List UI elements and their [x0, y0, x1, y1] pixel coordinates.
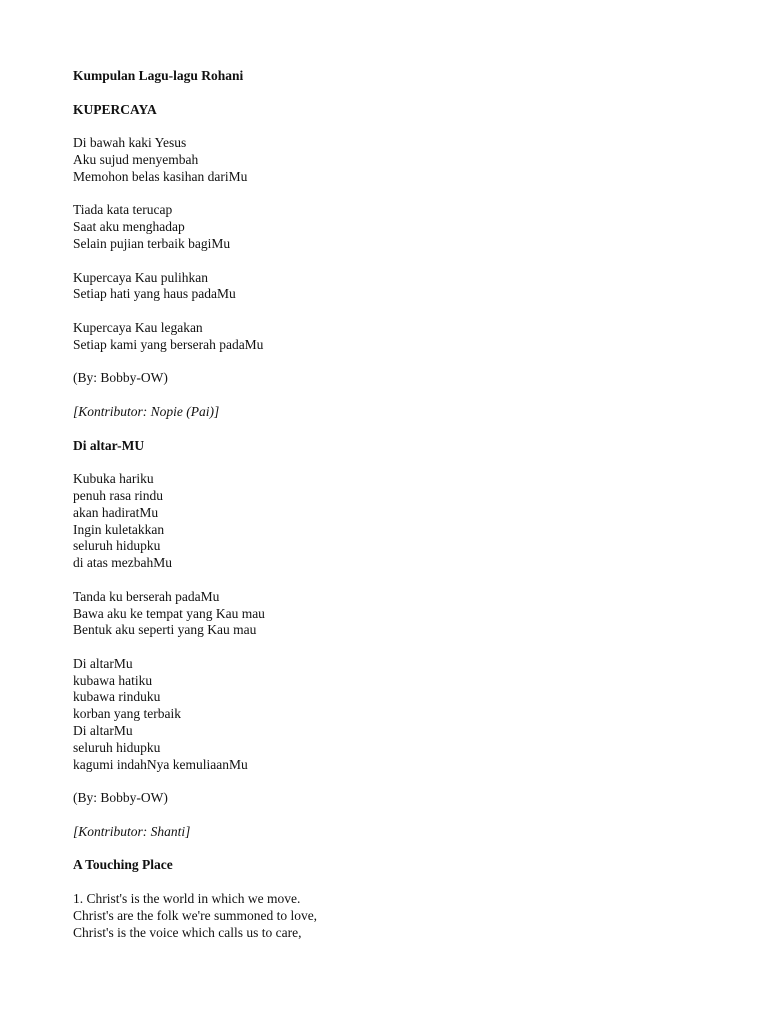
lyric-line: Setiap kami yang berserah padaMu — [73, 336, 264, 352]
stanza — [73, 589, 713, 639]
spacer — [73, 807, 713, 824]
lyric-line: Selain pujian terbaik bagiMu — [73, 235, 231, 251]
lyric-line: kubawa hatiku — [73, 672, 153, 688]
song-kupercaya — [73, 102, 713, 438]
lyric-line: Kupercaya Kau legakan — [73, 319, 203, 335]
spacer — [73, 387, 713, 404]
lyric-line: Christ's are the folk we're summoned to love, — [73, 907, 318, 923]
document-page — [73, 68, 713, 941]
stanza — [73, 891, 713, 941]
song-author: (By: Bobby-OW) — [73, 790, 168, 806]
song-di-altar-mu — [73, 438, 713, 858]
spacer — [73, 841, 713, 858]
stanza — [73, 471, 713, 572]
lyric-line: seluruh hidupku — [73, 739, 161, 755]
spacer — [73, 303, 713, 320]
lyric-line: kubawa rinduku — [73, 689, 161, 705]
spacer — [73, 572, 713, 589]
lyric-line: Tiada kata terucap — [73, 202, 173, 218]
song-a-touching-place — [73, 857, 713, 941]
song-contributor: [Kontributor: Shanti] — [73, 823, 191, 839]
lyric-line: Bawa aku ke tempat yang Kau mau — [73, 605, 265, 621]
lyric-line: Memohon belas kasihan dariMu — [73, 168, 248, 184]
spacer — [73, 354, 713, 371]
lyric-line: akan hadiratMu — [73, 504, 159, 520]
lyric-line: korban yang terbaik — [73, 706, 181, 722]
spacer — [73, 118, 713, 135]
lyric-line: Di altarMu — [73, 655, 133, 671]
lyric-line: Setiap hati yang haus padaMu — [73, 286, 236, 302]
lyric-line: Aku sujud menyembah — [73, 151, 199, 167]
spacer — [73, 421, 713, 438]
lyric-line: Ingin kuletakkan — [73, 521, 165, 537]
spacer — [73, 639, 713, 656]
lyric-line: Kubuka hariku — [73, 471, 154, 487]
stanza — [73, 135, 713, 185]
document-title: Kumpulan Lagu-lagu Rohani — [73, 68, 244, 83]
spacer — [73, 454, 713, 471]
lyric-line: kagumi indahNya kemuliaanMu — [73, 756, 248, 772]
lyric-line: Di altarMu — [73, 723, 133, 739]
spacer — [73, 85, 713, 102]
lyric-line: Saat aku menghadap — [73, 219, 185, 235]
lyric-line: 1. Christ's is the world in which we move. — [73, 891, 301, 907]
lyric-line: Tanda ku berserah padaMu — [73, 588, 220, 604]
song-title: A Touching Place — [73, 857, 173, 873]
song-author: (By: Bobby-OW) — [73, 370, 168, 386]
lyric-line: Bentuk aku seperti yang Kau mau — [73, 622, 257, 638]
song-title: KUPERCAYA — [73, 101, 157, 117]
spacer — [73, 253, 713, 270]
lyric-line: di atas mezbahMu — [73, 555, 172, 571]
spacer — [73, 773, 713, 790]
lyric-line: Christ's is the voice which calls us to care, — [73, 924, 302, 940]
lyric-line: Kupercaya Kau pulihkan — [73, 269, 208, 285]
stanza — [73, 270, 713, 304]
lyric-line: penuh rasa rindu — [73, 487, 163, 503]
lyric-line: seluruh hidupku — [73, 538, 161, 554]
lyric-line: Di bawah kaki Yesus — [73, 135, 187, 151]
spacer — [73, 186, 713, 203]
song-title: Di altar-MU — [73, 437, 145, 453]
stanza — [73, 656, 713, 774]
stanza — [73, 320, 713, 354]
stanza — [73, 202, 713, 252]
spacer — [73, 874, 713, 891]
song-contributor: [Kontributor: Nopie (Pai)] — [73, 403, 220, 419]
